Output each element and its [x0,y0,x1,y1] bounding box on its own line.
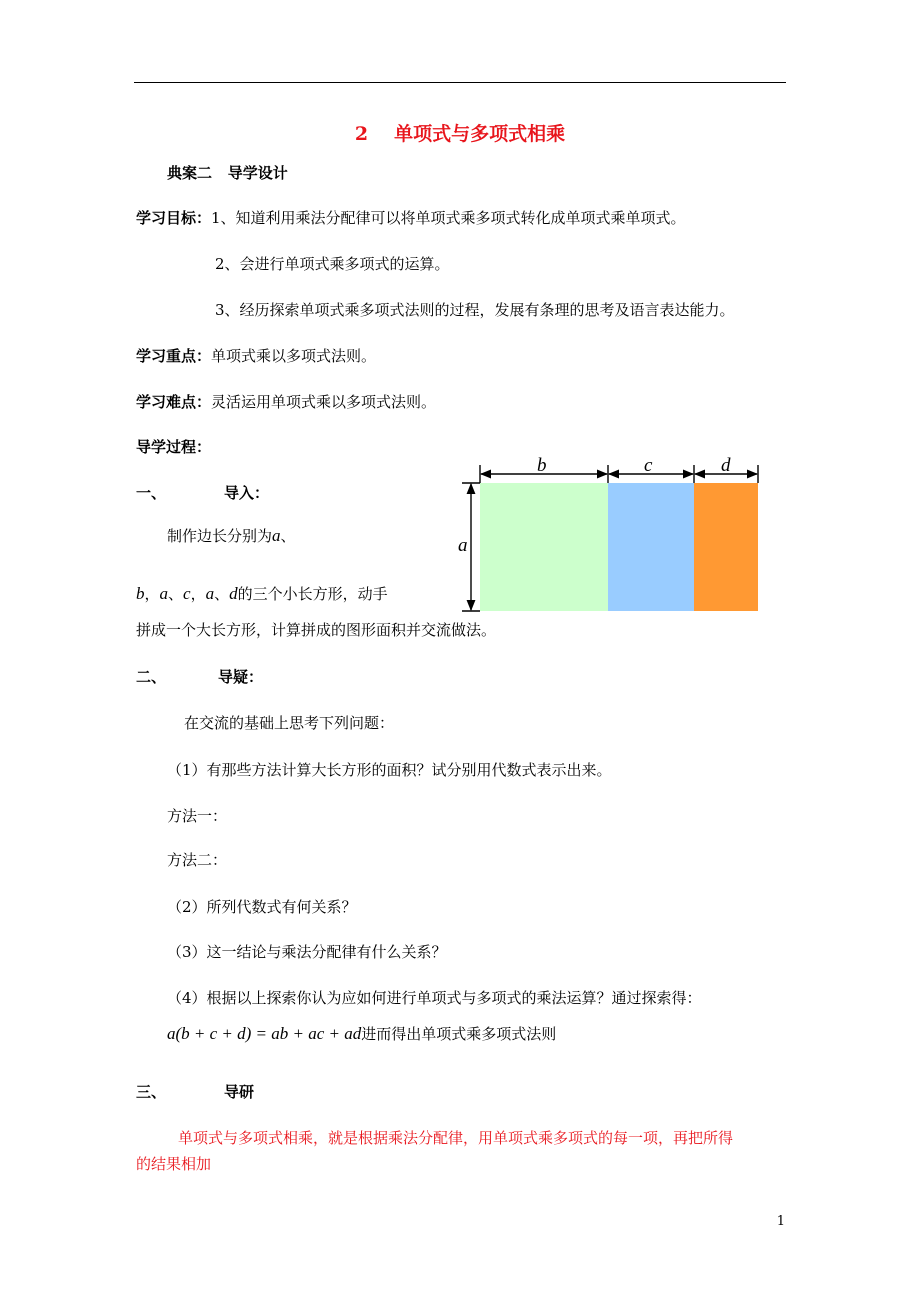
question-2: （2）所列代数式有何关系？ [167,898,357,916]
intro-line-3: 拼成一个大长方形，计算拼成的图形面积并交流做法。 [136,621,497,639]
page-title [0,124,920,144]
case-heading [167,163,288,183]
label-a: a [458,535,468,556]
label-c: c [644,455,653,476]
rule-text-line-2: 的结果相加 [136,1155,212,1173]
formula-tail: 进而得出单项式乘多项式法则 [361,1025,557,1043]
section-1-num: 一、 [136,484,167,502]
label-b: b [537,455,547,476]
rect-c [608,483,694,611]
method-1: 方法一： [167,807,228,825]
sep: 、 [168,585,184,603]
objectives-label: 学习目标： [136,209,212,227]
case-name: 导学设计 [227,164,288,182]
section-2-heading [136,667,263,687]
process-label: 导学过程： [136,438,212,456]
var-d: d [229,584,238,603]
page-number: 1 [776,1214,785,1229]
intro-line2-tail: 的三个小长方形，动手 [237,585,388,603]
intro-line-2 [136,584,388,604]
objective-3: 3、经历探索单项式乘多项式法则的过程，发展有条理的思考及语言表达能力。 [215,301,735,319]
method-2: 方法二： [167,851,228,869]
section-3-num: 三、 [136,1083,167,1101]
label-d: d [721,455,731,476]
title-number: 2 [354,123,369,145]
intro-line1-text: 制作边长分别为 [167,527,273,545]
comma: ， [190,585,206,603]
title-text: 单项式与多项式相乘 [394,123,566,145]
key-point [136,346,376,366]
comma: ， [144,585,160,603]
question-3: （3）这一结论与乘法分配律有什么关系？ [167,943,447,961]
objective-1 [136,208,686,228]
difficulty-label: 学习难点： [136,393,212,411]
doubt-lead: 在交流的基础上思考下列问题： [184,714,395,732]
objective-2: 2、会进行单项式乘多项式的运算。 [215,255,450,273]
key-text: 单项式乘以多项式法则。 [211,347,377,365]
intro-line-1 [167,526,296,546]
case-label: 典案二 [167,164,213,182]
section-3-heading [136,1082,254,1102]
formula: a(b + c + d) = ab + ac + ad [167,1024,362,1043]
key-label: 学习重点： [136,347,212,365]
var-a: a [272,526,281,545]
var-a: a [159,584,169,603]
section-2-title: 导疑： [218,668,264,686]
var-c: c [183,584,191,603]
formula-line [167,1024,556,1044]
question-1: （1）有那些方法计算大长方形的面积？试分别用代数式表示出来。 [167,761,612,779]
section-2-num: 二、 [136,668,167,686]
rule-text-line-1: 单项式与多项式相乘，就是根据乘法分配律，用单项式乘多项式的每一项，再把所得 [178,1129,734,1147]
rect-b [480,483,608,611]
var-a: a [205,584,215,603]
sep: 、 [214,585,230,603]
question-4: （4）根据以上探索你认为应如何进行单项式与多项式的乘法运算？通过探索得： [167,989,702,1007]
section-1-heading [136,483,269,503]
difficulty-point [136,392,436,412]
sep: 、 [280,527,296,545]
rectangles-figure [455,455,765,615]
section-3-title: 导研 [224,1083,255,1101]
var-b: b [136,584,145,603]
difficulty-text: 灵活运用单项式乘以多项式法则。 [211,393,437,411]
section-1-title: 导入： [224,484,270,502]
rect-d [694,483,758,611]
header-rule [134,82,786,83]
objective-1-text: 1、知道利用乘法分配律可以将单项式乘多项式转化成单项式乘单项式。 [211,209,686,227]
